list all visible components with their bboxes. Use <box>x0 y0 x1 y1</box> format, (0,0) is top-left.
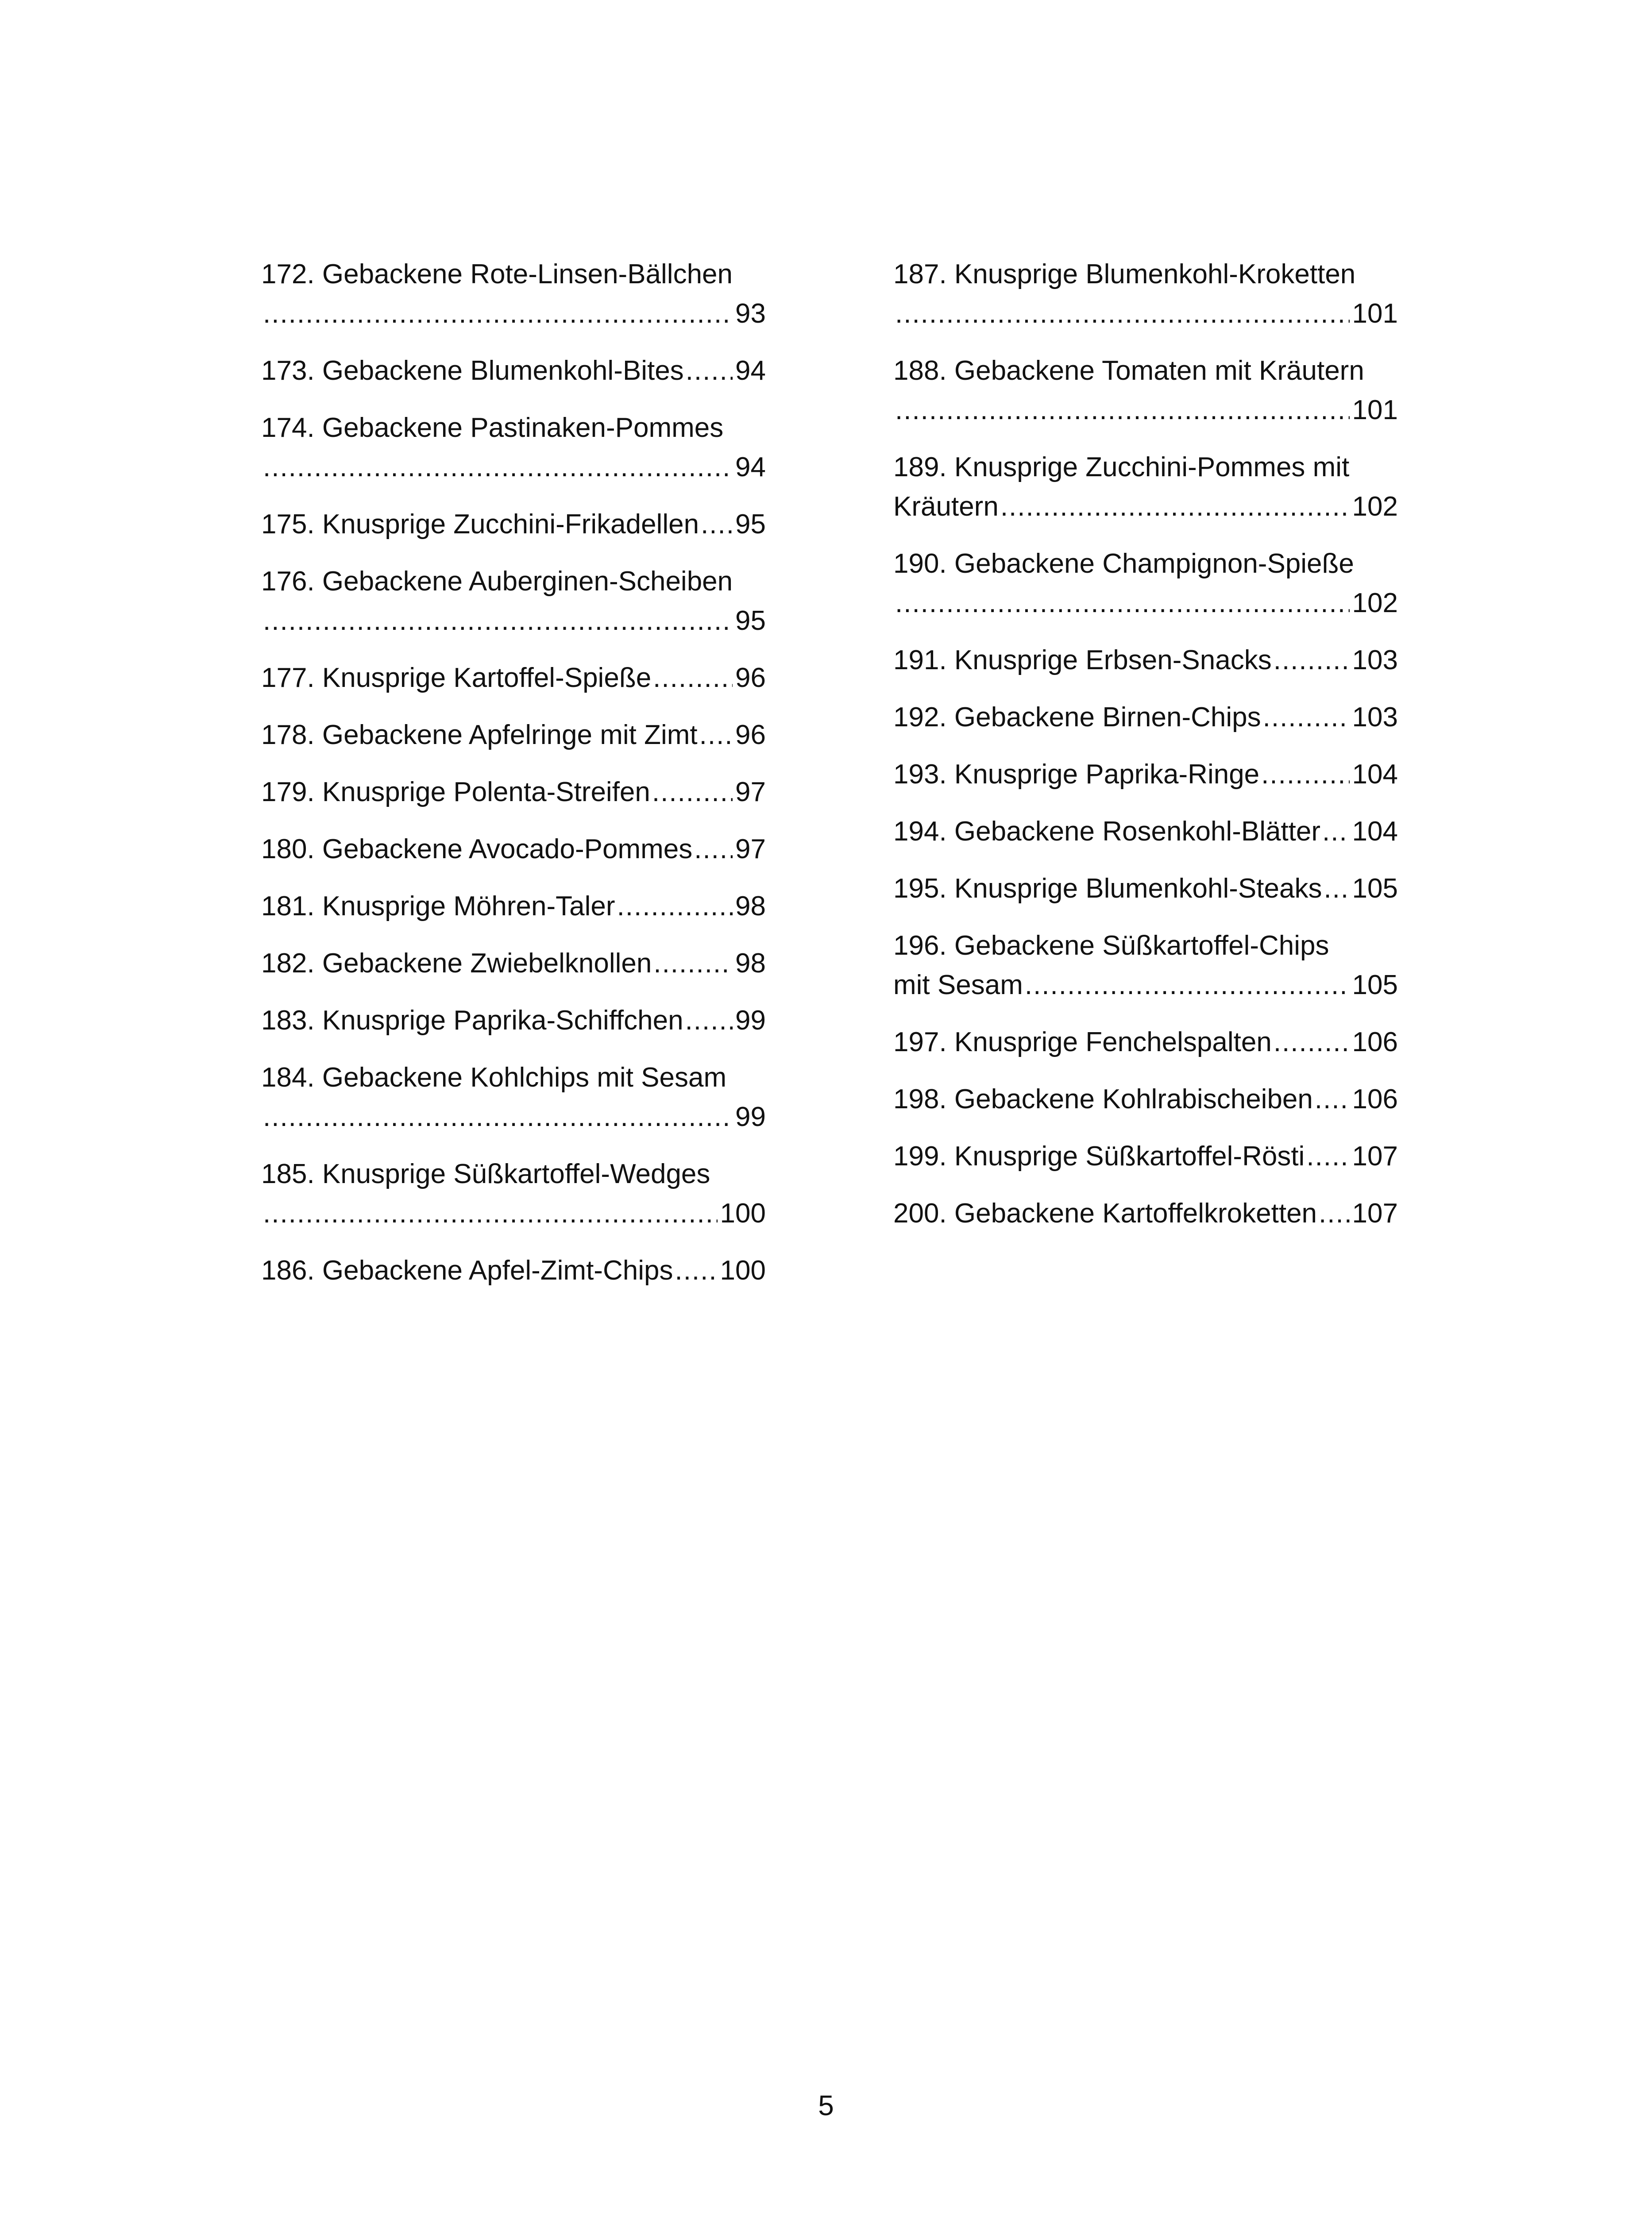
toc-entry[interactable] <box>893 640 1398 680</box>
toc-entry-title: 186. Gebackene Apfel-Zimt-Chips <box>261 1255 673 1286</box>
toc-entry[interactable] <box>893 755 1398 794</box>
toc-entry-page: 105 <box>1352 873 1398 904</box>
toc-entry-page: 95 <box>735 605 766 636</box>
toc-entry-page: 93 <box>735 298 766 329</box>
dot-leader <box>653 658 733 698</box>
dot-leader <box>263 1097 733 1137</box>
dot-leader <box>675 1251 717 1290</box>
toc-entry[interactable] <box>261 887 766 926</box>
toc-entry-page: 95 <box>735 509 766 540</box>
toc-entry-title: 191. Knusprige Erbsen-Snacks <box>893 645 1272 675</box>
toc-entry-title: 196. Gebackene Süßkartoffel-Chips <box>893 930 1329 961</box>
toc-entry-page: 105 <box>1352 970 1398 1000</box>
dot-leader <box>653 944 733 983</box>
toc-entry[interactable] <box>893 351 1398 430</box>
toc-entry-title: 173. Gebackene Blumenkohl-Bites <box>261 355 684 386</box>
toc-entry-title-continued: Kräutern <box>893 491 999 522</box>
toc-entry-page: 98 <box>735 948 766 979</box>
dot-leader <box>1274 1022 1350 1062</box>
toc-entry-title: 180. Gebackene Avocado-Pommes <box>261 834 693 864</box>
toc-entry-page: 94 <box>735 452 766 482</box>
dot-leader <box>1319 1194 1350 1233</box>
toc-entry-title: 187. Knusprige Blumenkohl-Kroketten <box>893 259 1356 289</box>
toc-entry[interactable] <box>893 544 1398 623</box>
toc-entry-title: 190. Gebackene Champignon-Spieße <box>893 548 1354 579</box>
dot-leader <box>699 715 733 755</box>
toc-entry-title-continued: mit Sesam <box>893 970 1023 1000</box>
toc-entry-page: 96 <box>735 720 766 750</box>
toc-entry-page: 100 <box>720 1198 766 1229</box>
dot-leader <box>263 447 733 487</box>
dot-leader <box>701 505 733 544</box>
toc-entry-page: 102 <box>1352 491 1398 522</box>
toc-entry-title: 195. Knusprige Blumenkohl-Steaks <box>893 873 1322 904</box>
dot-leader <box>895 390 1350 430</box>
toc-entry-page: 97 <box>735 834 766 864</box>
toc-entry-page: 107 <box>1352 1141 1398 1172</box>
toc-entry[interactable] <box>261 351 766 390</box>
toc-entry[interactable] <box>261 658 766 698</box>
toc-entry[interactable] <box>261 408 766 487</box>
toc-entry-page: 102 <box>1352 588 1398 618</box>
toc-entry-page: 94 <box>735 355 766 386</box>
toc-entry[interactable] <box>261 829 766 869</box>
toc-entry-page: 104 <box>1352 759 1398 790</box>
toc-entry-title: 174. Gebackene Pastinaken-Pommes <box>261 413 724 443</box>
toc-entry[interactable] <box>261 944 766 983</box>
toc-entry[interactable] <box>893 926 1398 1005</box>
toc-entry[interactable] <box>261 772 766 812</box>
toc-entry-page: 104 <box>1352 816 1398 847</box>
toc-entry-title: 184. Gebackene Kohlchips mit Sesam <box>261 1062 727 1093</box>
dot-leader <box>694 829 733 869</box>
toc-entry[interactable] <box>893 1080 1398 1119</box>
toc-entry-title: 182. Gebackene Zwiebelknollen <box>261 948 652 979</box>
toc-entry[interactable] <box>893 698 1398 737</box>
toc-entry[interactable] <box>893 1022 1398 1062</box>
dot-leader <box>263 601 733 640</box>
toc-column-right <box>893 254 1398 1251</box>
toc-entry-title: 172. Gebackene Rote-Linsen-Bällchen <box>261 259 733 289</box>
dot-leader <box>895 294 1350 333</box>
toc-entry-page: 106 <box>1352 1084 1398 1114</box>
toc-entry-page: 97 <box>735 777 766 807</box>
toc-entry[interactable] <box>261 254 766 333</box>
toc-entry-page: 101 <box>1352 298 1398 329</box>
toc-entry-title: 199. Knusprige Süßkartoffel-Rösti <box>893 1141 1305 1172</box>
dot-leader <box>686 351 733 390</box>
toc-entry-title: 176. Gebackene Auberginen-Scheiben <box>261 566 733 597</box>
dot-leader <box>1263 698 1350 737</box>
toc-entry-title: 185. Knusprige Süßkartoffel-Wedges <box>261 1159 710 1189</box>
dot-leader <box>1261 755 1349 794</box>
toc-entry-title: 192. Gebackene Birnen-Chips <box>893 702 1261 733</box>
toc-entry[interactable] <box>261 1058 766 1137</box>
dot-leader <box>1315 1080 1350 1119</box>
toc-entry-page: 96 <box>735 663 766 693</box>
dot-leader <box>617 887 733 926</box>
toc-entry-title: 197. Knusprige Fenchelspalten <box>893 1027 1272 1057</box>
toc-entry-page: 103 <box>1352 645 1398 675</box>
toc-entry[interactable] <box>893 812 1398 851</box>
toc-entry-page: 106 <box>1352 1027 1398 1057</box>
dot-leader <box>1274 640 1350 680</box>
toc-entry-title: 193. Knusprige Paprika-Ringe <box>893 759 1260 790</box>
toc-entry-title: 179. Knusprige Polenta-Streifen <box>261 777 650 807</box>
dot-leader <box>1025 965 1350 1005</box>
toc-entry[interactable] <box>261 1154 766 1233</box>
toc-entry-page: 107 <box>1352 1198 1398 1229</box>
toc-entry[interactable] <box>261 562 766 640</box>
toc-entry-page: 99 <box>735 1005 766 1036</box>
toc-entry-page: 101 <box>1352 395 1398 425</box>
dot-leader <box>1000 487 1350 526</box>
toc-entry-title: 200. Gebackene Kartoffelkroketten <box>893 1198 1317 1229</box>
toc-entry[interactable] <box>261 505 766 544</box>
toc-entry-page: 100 <box>720 1255 766 1286</box>
toc-entry[interactable] <box>261 1251 766 1290</box>
toc-entry[interactable] <box>893 869 1398 908</box>
toc-entry-title: 188. Gebackene Tomaten mit Kräutern <box>893 355 1364 386</box>
toc-entry[interactable] <box>893 1194 1398 1233</box>
toc-entry[interactable] <box>261 715 766 755</box>
dot-leader <box>263 294 733 333</box>
toc-entry-page: 99 <box>735 1102 766 1132</box>
toc-entry-title: 178. Gebackene Apfelringe mit Zimt <box>261 720 698 750</box>
dot-leader <box>895 583 1350 623</box>
toc-entry-title: 189. Knusprige Zucchini-Pommes mit <box>893 452 1350 482</box>
toc-entry[interactable] <box>893 1137 1398 1176</box>
toc-entry-page: 103 <box>1352 702 1398 733</box>
dot-leader <box>263 1194 718 1233</box>
toc-entry-title: 183. Knusprige Paprika-Schiffchen <box>261 1005 683 1036</box>
toc-entry-title: 198. Gebackene Kohlrabischeiben <box>893 1084 1313 1114</box>
dot-leader <box>685 1001 733 1040</box>
toc-entry[interactable] <box>261 1001 766 1040</box>
toc-entry-page: 98 <box>735 891 766 921</box>
toc-entry-title: 175. Knusprige Zucchini-Frikadellen <box>261 509 699 540</box>
page-number: 5 <box>818 2090 834 2121</box>
toc-entry[interactable] <box>893 447 1398 526</box>
toc-entry-title: 194. Gebackene Rosenkohl-Blätter <box>893 816 1321 847</box>
toc-column-left <box>261 254 766 1308</box>
dot-leader <box>1324 869 1349 908</box>
dot-leader <box>1322 812 1350 851</box>
toc-entry[interactable] <box>893 254 1398 333</box>
toc-entry-title: 177. Knusprige Kartoffel-Spieße <box>261 663 652 693</box>
dot-leader <box>1306 1137 1349 1176</box>
toc-entry-title: 181. Knusprige Möhren-Taler <box>261 891 615 921</box>
dot-leader <box>652 772 733 812</box>
